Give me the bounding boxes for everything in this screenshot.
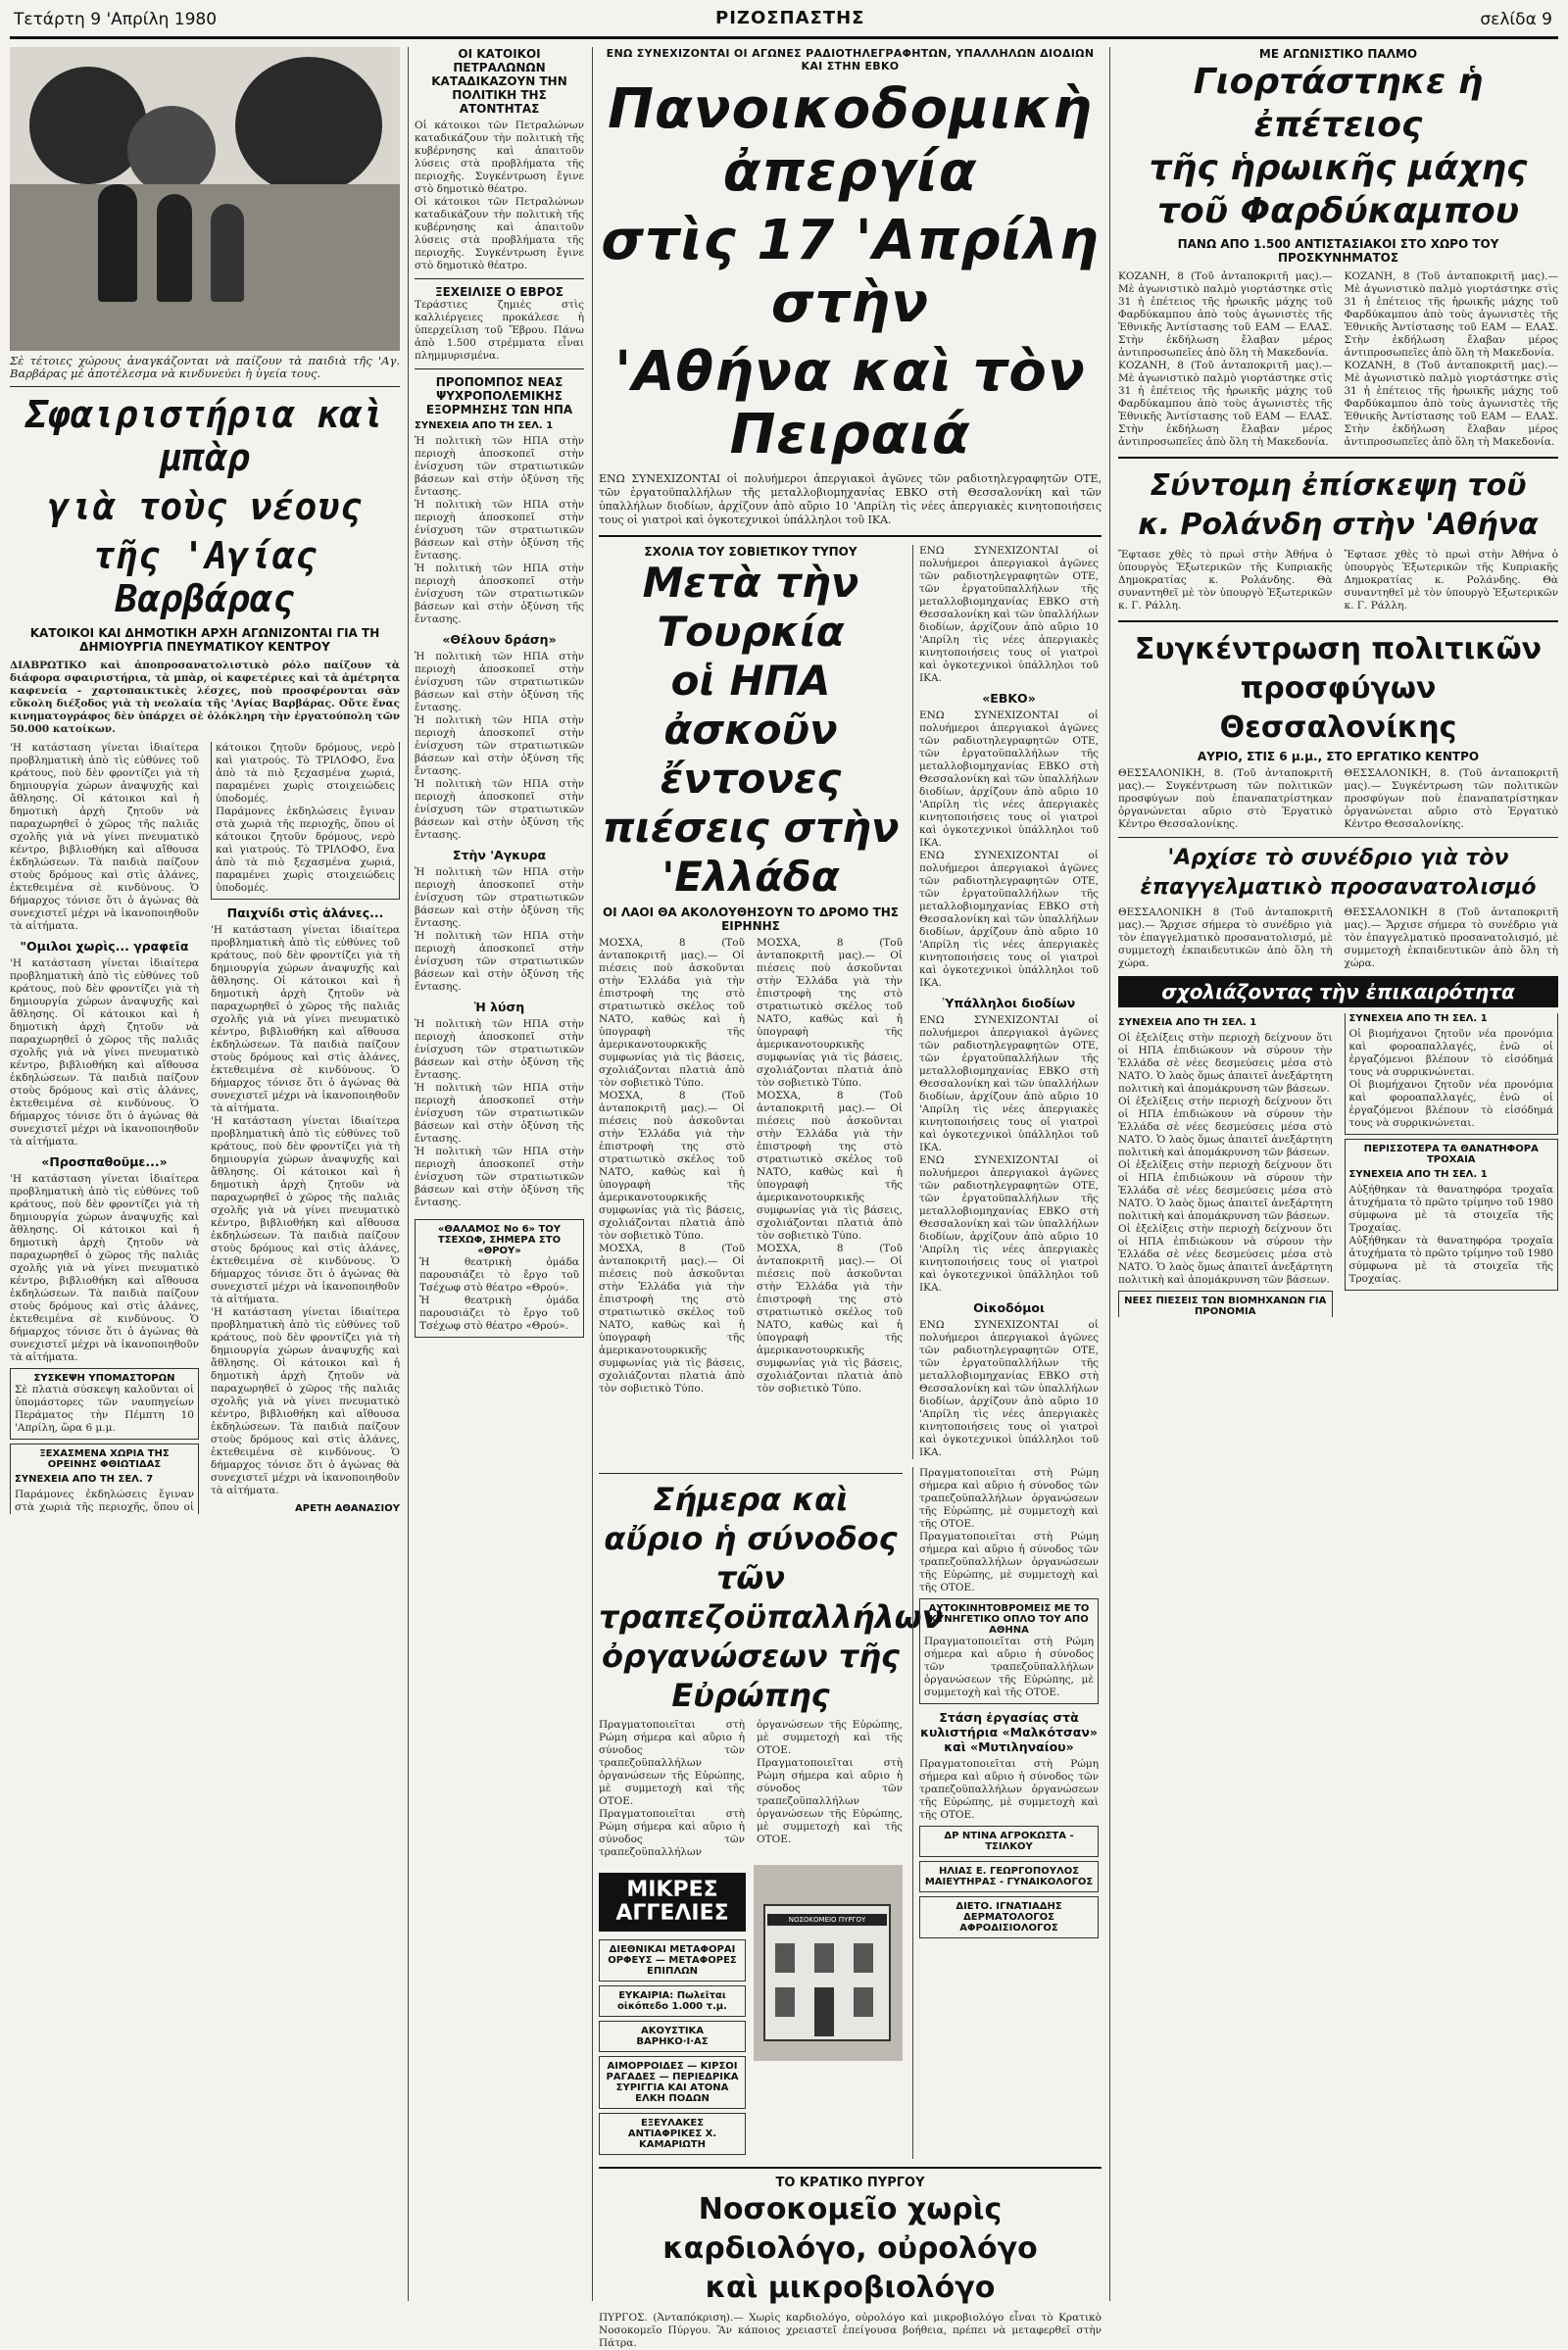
box-hunting-rifle [919,1598,1099,1704]
fardykampos-body-4: ΚΟΖΑΝΗ, 8 (Τοῦ ἀνταποκριτῆ μας).— Μὲ ἀγωνιστικὸ παλμὸ γιορτάστηκε στὶς 31 ἡ ἐπέτειος τῆς ἡρωικῆς μάχης τοῦ Φαρδύκαμπου ἀπὸ τοὺς ἀγωνιστὲς τῆς Ἐθνικῆς Ἀντίστασης τοῦ ΕΑΜ — ΕΛΑΣ. Στὴν ἐκδήλωση ἔλαβαν μέρος ἀντιπροσωπεῖες ἀπὸ ὅλη τὴ Μακεδονία. [1344,360,1558,448]
strike-headline-2: στὶς 17 'Απρίλη στὴν [601,209,1100,335]
usa-coldwar-text-3: Ἡ πολιτικὴ τῶν ΗΠΑ στὴν περιοχὴ ἀποσκοπεῖ στὴν ἐνίσχυση τῶν στρατιωτικῶν βάσεων καὶ στὴν ὀξύνση τῆς ἔντασης. [415,563,584,625]
ad-4-text: ΑΙΜΟΡΡΟΙΔΕΣ — ΚΙΡΣΟΙ ΡΑΓΑΔΕΣ — ΠΕΡΙΕΔΡΙΚΑ ΣΥΡΙΓΓΙΑ ΚΑΙ ΑΤΟΝΑ ΕΛΚΗ ΠΟΔΩΝ [606,2061,739,2104]
misc-text-2: Πραγματοποιεῖται στὴ Ρώμη σήμερα καὶ αὔριο ἡ σύνοδος τῶν τραπεζοϋπαλλήλων ὀργανώσεων τῆς Εὐρώπης, μὲ συμμετοχὴ καὶ τῆς ΟΤΟΕ. [919,1531,1099,1593]
fardykampos-subhead: ΠΑΝΩ ΑΠΟ 1.500 ΑΝΤΙΣΤΑΣΙΑΚΟΙ ΣΤΟ ΧΩΡΟ ΤΟΥ ΠΡΟΣΚΥΝΗΜΑΤΟΣ [1177,237,1499,265]
box-theatre-text-2: Ἡ θεατρικὴ ὁμάδα παρουσιάζει τὸ ἔργο τοῦ Τσέχωφ στὸ θέατρο «Θρού». [419,1295,579,1332]
sub-ankara: Στὴν 'Αγκυρα [452,848,547,862]
strike-cont-text-6: ΕΝΩ ΣΥΝΕΧΙΖΟΝΤΑΙ οἱ πολυήμεροι ἀπεργιακοὶ ἀγῶνες τῶν ραδιοτηλεγραφητῶν ΟΤΕ, τῶν ἐργατοϋπαλλήλων τῆς μεταλλοβιομηχανίας ΕΒΚΟ στὴ Θεσσαλονίκη καὶ τῶν ὑπαλλήλων διοδίων, ἀρχίζουν ἀπὸ αὔριο 10 'Απρίλη τὶς νέες ἀπεργιακὲς κινητοποιήσεις τους οἱ γιατροὶ καὶ ὀγκοτεχνικοὶ ὑπάλληλοι τοῦ ΙΚΑ. [919,1319,1099,1458]
box-industrialists-title: ΝΕΕΣ ΠΙΕΣΕΙΣ ΤΩΝ ΒΙΟΜΗΧΑΝΩΝ ΓΙΑ ΠΡΟΝΟΜΙΑ [1124,1296,1327,1317]
hospital-sign: ΝΟΣΟΚΟΜΕΙΟ ΠΥΡΓΟΥ [767,1914,887,1926]
body-text-6: 'Η κατάσταση γίνεται ἰδιαίτερα προβληματικὴ ἀπὸ τὶς εὐθύνες τοῦ κράτους, ποὺ δὲν φροντίζει γιὰ τὴ δημιουργία χώρων ἀναψυχῆς καὶ ἄθλησης. Οἱ κάτοικοι καὶ ἡ δημοτικὴ ἀρχὴ ζητοῦν νὰ παραχωρηθεῖ ὁ χῶρος τῆς παλιᾶς σχολῆς γιὰ νὰ γίνει πνευματικὸ κέντρο, βιβλιοθήκη καὶ αἴθουσα ἐκδηλώσεων. Τὰ παιδιὰ παίζουν στοὺς δρόμους καὶ στὶς ἀλάνες, ἐκτεθειμένα σὲ κινδύνους. Ὁ δήμαρχος τόνισε ὅτι ὁ ἀγώνας θὰ συνεχιστεῖ μέχρι νὰ ἱκανοποιηθοῦν τὰ αἰτήματα. [211,1306,400,1496]
ad-3-text: ΑΚΟΥΣΤΙΚΑ ΒΑΡΗΚΟ·Ι·ΑΣ [636,2026,709,2047]
bank-headline-3: ὀργανώσεων τῆς Εὐρώπης [602,1638,900,1714]
ad-3 [599,2021,746,2052]
column-saint-barbara [10,47,400,2301]
page-number: σελίδα 9 [1480,10,1552,29]
newspaper-name: ΡΙΖΟΣΠΑΣΤΗΣ [715,8,865,28]
strike-cont-text-4: ΕΝΩ ΣΥΝΕΧΙΖΟΝΤΑΙ οἱ πολυήμεροι ἀπεργιακοὶ ἀγῶνες τῶν ραδιοτηλεγραφητῶν ΟΤΕ, τῶν ἐργατοϋπαλλήλων τῆς μεταλλοβιομηχανίας ΕΒΚΟ στὴ Θεσσαλονίκη καὶ τῶν ὑπαλλήλων διοδίων, ἀρχίζουν ἀπὸ αὔριο 10 'Απρίλη τὶς νέες ἀπεργιακὲς κινητοποιήσεις τους οἱ γιατροὶ καὶ ὀγκοτεχνικοὶ ὑπάλληλοι τοῦ ΙΚΑ. [919,1014,1099,1153]
classified-ads-title: ΜΙΚΡΕΣ ΑΓΓΕΛΙΕΣ [599,1873,746,1932]
sub-ebko: «ΕΒΚΟ» [982,691,1036,706]
pressure-headline-1: Μετὰ τὴν Τουρκία [642,559,859,656]
lead-paragraph: ΔΙΑΒΡΩΤΙΚΟ καὶ ἀποπροσανατολιστικὸ ρόλο παίζουν τὰ διάφορα σφαιριστήρια, τὰ μπὰρ, οἱ καφετέριες καὶ τὰ ἀμέτρητα καφενεία - χαρτοπαικτικὲς λέσχες, ποὺ προσφέρονται σὰν εὔκολη διέξοδος γιὰ τὴ νεολαία τῆς 'Αγίας Βαρβάρας. Οὔτε ἕνας κινηματογράφος δὲν ὑπάρχει σὲ ὁλόκληρη τὴν ἐργατούπολη τῶν 50.000 κατοίκων. [10,660,400,735]
column-narrow [408,47,584,2301]
pressure-headline-2: οἱ ΗΠΑ ἀσκοῦν ἔντονες [660,657,842,803]
rolandis-headline-2: κ. Ρολάνδη στὴν 'Αθήνα [1138,508,1539,542]
pressure-body: ΜΟΣΧΑ, 8 (Τοῦ ἀνταποκριτῆ μας).— Οἱ πιέσεις ποὺ ἀσκοῦνται στὴν Ἑλλάδα γιὰ τὴν ἐπιστροφὴ της στὸ στρατιωτικὸ σκέλος τοῦ ΝΑΤΟ, καθὼς καὶ ἡ ὑπογραφὴ τῆς ἀμερικανοτουρκικῆς συμφωνίας γιὰ τὶς βάσεις, σχολιάζονται πλατιὰ ἀπὸ τὸν σοβιετικὸ Τύπο. [599,937,745,1089]
commentary-body: Οἱ ἐξελίξεις στὴν περιοχὴ δείχνουν ὅτι οἱ ΗΠΑ ἐπιδιώκουν νὰ σύρουν τὴν Ἑλλάδα σὲ νέες δεσμεύσεις μέσα στὸ ΝΑΤΟ. Ὁ λαὸς ὅμως ἀπαιτεῖ ἀνεξάρτητη πολιτικὴ καὶ ἀπομάκρυνση τῶν βάσεων. [1118,1032,1333,1095]
sub-trying: «Προσπαθοῦμε...» [41,1154,168,1169]
card-doctor-3-text: ΔΙΕΤΟ. ΙΓΝΑΤΙΑΔΗΣ ΔΕΡΜΑΤΟΛΟΓΟΣ ΑΦΡΟΔΙΣΙΟΛΟΓΟΣ [956,1901,1062,1934]
box-accidents-cont: ΣΥΝΕΧΕΙΑ ΑΠΟ ΤΗ ΣΕΛ. 1 [1348,1169,1488,1180]
card-doctor-3 [919,1896,1099,1938]
column-main [592,47,1102,2349]
soviet-press-block [599,545,903,1459]
pressure-subhead: ΟΙ ΛΑΟΙ ΘΑ ΑΚΟΛΟΥΘΗΣΟΥΝ ΤΟ ΔΡΟΜΟ ΤΗΣ ΕΙΡΗΝΗΣ [602,906,900,933]
box-villages-cont: ΣΥΝΕΧΕΙΑ ΑΠΟ ΤΗ ΣΕΛ. 7 [15,1474,154,1485]
usa-coldwar-text-4: Ἡ πολιτικὴ τῶν ΗΠΑ στὴν περιοχὴ ἀποσκοπεῖ στὴν ἐνίσχυση τῶν στρατιωτικῶν βάσεων καὶ στὴν ὀξύνση τῆς ἔντασης. [415,651,584,713]
ad-5-text: ΕΞΕΥΛΑΚΕΣ ΑΝΤΙΑΦΡΙΚΕΣ Χ. ΚΑΜΑΡΙΩΤΗ [627,2118,717,2150]
body-text: 'Η κατάσταση γίνεται ἰδιαίτερα προβληματικὴ ἀπὸ τὶς εὐθύνες τοῦ κράτους, ποὺ δὲν φροντίζει γιὰ τὴ δημιουργία χώρων ἀναψυχῆς καὶ ἄθλησης. Οἱ κάτοικοι καὶ ἡ δημοτικὴ ἀρχὴ ζητοῦν νὰ παραχωρηθεῖ ὁ χῶρος τῆς παλιᾶς σχολῆς γιὰ νὰ γίνει πνευματικὸ κέντρο, βιβλιοθήκη καὶ αἴθουσα ἐκδηλώσεων. Τὰ παιδιὰ παίζουν στοὺς δρόμους καὶ στὶς ἀλάνες, ἐκτεθειμένα σὲ κινδύνους. Ὁ δήμαρχος τόνισε ὅτι ὁ ἀγώνας θὰ συνεχιστεῖ μέχρι νὰ ἱκανοποιηθοῦν τὰ αἰτήματα. [10,742,199,932]
headline-line-3: τῆς 'Αγίας Βαρβάρας [92,534,318,620]
refugees-body: ΘΕΣΣΑΛΟΝΙΚΗ, 8. (Τοῦ ἀνταποκριτῆ μας).— Συγκέντρωση τῶν πολιτικῶν προσφύγων ποὺ ἐπαναπατρίστηκαν ὀργανώνεται αὔριο στὸ Ἐργατικὸ Κέντρο Θεσσαλονίκης. [1118,767,1333,830]
card-doctor-1-text: ΔΡ ΝΤΙΝΑ ΑΓΡΟΚΩΣΤΑ - ΤΣΙΛΚΟΥ [944,1831,1074,1852]
masthead [10,6,1558,39]
card-doctor-2 [919,1861,1099,1892]
hospital-headline-3: καὶ μικροβιολόγο [705,2271,996,2305]
usa-coldwar-title: ΠΡΟΠΟΜΠΟΣ ΝΕΑΣ ΨΥΧΡΟΠΟΛΕΜΙΚΗΣ ΕΞΟΡΜΗΣΗΣ ΤΩΝ ΗΠΑ [425,375,573,416]
commentary-body-2: Οἱ ἐξελίξεις στὴν περιοχὴ δείχνουν ὅτι οἱ ΗΠΑ ἐπιδιώκουν νὰ σύρουν τὴν Ἑλλάδα σὲ νέες δεσμεύσεις μέσα στὸ ΝΑΤΟ. Ὁ λαὸς ὅμως ἀπαιτεῖ ἀνεξάρτητη πολιτικὴ καὶ ἀπομάκρυνση τῶν βάσεων. [1118,1096,1333,1158]
sub-malkotsan: Στάση ἐργασίας στὰ κυλιστήρια «Μαλκότσαν» καὶ «Μυτιληναίου» [920,1710,1098,1754]
ad-2 [599,1985,746,2017]
petralona-text: Οἱ κάτοικοι τῶν Πετραλώνων καταδικάζουν τὴν πολιτικὴ τῆς κυβέρνησης καὶ ἀπαιτοῦν λύσεις στὰ προβλήματα τῆς περιοχῆς. Συγκέντρωση ἔγινε στὸ δημοτικὸ θέατρο. [415,120,584,195]
sub-builders: Οἰκοδόμοι [973,1300,1045,1315]
usa-coldwar-text-9: Ἡ πολιτικὴ τῶν ΗΠΑ στὴν περιοχὴ ἀποσκοπεῖ στὴν ἐνίσχυση τῶν στρατιωτικῶν βάσεων καὶ στὴν ὀξύνση τῆς ἔντασης. [415,1018,584,1081]
misc-news [912,1467,1099,2159]
strike-continuation [912,545,1099,1459]
usa-coldwar-text-11: Ἡ πολιτικὴ τῶν ΗΠΑ στὴν περιοχὴ ἀποσκοπεῖ στὴν ἐνίσχυση τῶν στρατιωτικῶν βάσεων καὶ στὴν ὀξύνση τῆς ἔντασης. [415,1146,584,1208]
usa-coldwar-text-8: Ἡ πολιτικὴ τῶν ΗΠΑ στὴν περιοχὴ ἀποσκοπεῖ στὴν ἐνίσχυση τῶν στρατιωτικῶν βάσεων καὶ στὴν ὀξύνση τῆς ἔντασης. [415,930,584,993]
ad-2-text: ΕΥΚΑΙΡΙΑ: Πωλεῖται οἰκόπεδο 1.000 τ.μ. [617,1990,727,2012]
strike-lead: ΕΝΩ ΣΥΝΕΧΙΖΟΝΤΑΙ οἱ πολυήμεροι ἀπεργιακοὶ ἀγῶνες τῶν ραδιοτηλεγραφητῶν ΟΤΕ, τῶν ἐργατοϋπαλλήλων τῆς μεταλλοβιομηχανίας ΕΒΚΟ στὴ Θεσσαλονίκη καὶ τῶν ὑπαλλήλων διοδίων, ἀρχίζουν ἀπὸ αὔριο 10 'Απρίλη τὶς νέες ἀπεργιακὲς κινητοποιήσεις τους οἱ γιατροὶ καὶ ὀγκοτεχνικοὶ ὑπάλληλοι τοῦ ΙΚΑ. [599,472,1102,526]
ad-4 [599,2056,746,2109]
conference-headline-1: 'Αρχίσε τὸ συνέδριο γιὰ τὸν [1167,846,1509,870]
usa-coldwar-text: Ἡ πολιτικὴ τῶν ΗΠΑ στὴν περιοχὴ ἀποσκοπεῖ στὴν ἐνίσχυση τῶν στρατιωτικῶν βάσεων καὶ στὴν ὀξύνση τῆς ἔντασης. [415,435,584,498]
strike-cont-text-5: ΕΝΩ ΣΥΝΕΧΙΖΟΝΤΑΙ οἱ πολυήμεροι ἀπεργιακοὶ ἀγῶνες τῶν ραδιοτηλεγραφητῶν ΟΤΕ, τῶν ἐργατοϋπαλλήλων τῆς μεταλλοβιομηχανίας ΕΒΚΟ στὴ Θεσσαλονίκη καὶ τῶν ὑπαλλήλων διοδίων, ἀρχίζουν ἀπὸ αὔριο 10 'Απρίλη τὶς νέες ἀπεργιακὲς κινητοποιήσεις τους οἱ γιατροὶ καὶ ὀγκοτεχνικοὶ ὑπάλληλοι τοῦ ΙΚΑ. [919,1154,1099,1294]
rolandis-body: Ἔφτασε χθὲς τὸ πρωὶ στὴν Ἀθήνα ὁ ὑπουργὸς Ἐξωτερικῶν τῆς Κυπριακῆς Δημοκρατίας κ. Ρολάνδης. Θὰ συναντηθεῖ μὲ τὸν ὑπουργὸ Ἐξωτερικῶν κ. Γ. Ράλλη. [1118,549,1333,612]
fardykampos-body-3: ΚΟΖΑΝΗ, 8 (Τοῦ ἀνταποκριτῆ μας).— Μὲ ἀγωνιστικὸ παλμὸ γιορτάστηκε στὶς 31 ἡ ἐπέτειος τῆς ἡρωικῆς μάχης τοῦ Φαρδύκαμπου ἀπὸ τοὺς ἀγωνιστὲς τῆς Ἐθνικῆς Ἀντίστασης τοῦ ΕΑΜ — ΕΛΑΣ. Στὴν ἐκδήλωση ἔλαβαν μέρος ἀντιπροσωπεῖες ἀπὸ ὅλη τὴ Μακεδονία. [1344,270,1558,359]
conference-body: ΘΕΣΣΑΛΟΝΙΚΗ 8 (Τοῦ ἀνταποκριτῆ μας).— Ἄρχισε σήμερα τὸ συνέδριο γιὰ τὸν ἐπαγγελματικὸ προσανατολισμό, μὲ συμμετοχὴ ἐκπαιδευτικῶν ἀπὸ ὅλη τὴ χώρα. [1118,906,1333,969]
strike-cont-text: ΕΝΩ ΣΥΝΕΧΙΖΟΝΤΑΙ οἱ πολυήμεροι ἀπεργιακοὶ ἀγῶνες τῶν ραδιοτηλεγραφητῶν ΟΤΕ, τῶν ἐργατοϋπαλλήλων τῆς μεταλλοβιομηχανίας ΕΒΚΟ στὴ Θεσσαλονίκη καὶ τῶν ὑπαλλήλων διοδίων, ἀρχίζουν ἀπὸ αὔριο 10 'Απρίλη τὶς νέες ἀπεργιακὲς κινητοποιήσεις τους οἱ γιατροὶ καὶ ὀγκοτεχνικοὶ ὑπάλληλοι τοῦ ΙΚΑ. [919,545,1099,684]
usa-coldwar-cont: ΣΥΝΕΧΕΙΑ ΑΠΟ ΤΗ ΣΕΛ. 1 [415,420,554,431]
commentary-banner: σχολιάζοντας τὴν ἐπικαιρότητα [1118,976,1558,1007]
hospital-kicker: ΤΟ ΚΡΑΤΙΚΟ ΠΥΡΓΟΥ [775,2176,925,2190]
ad-5 [599,2113,746,2155]
box-accidents-text: Αὐξήθηκαν τὰ θανατηφόρα τροχαῖα ἀτυχήματα τὸ πρῶτο τρίμηνο τοῦ 1980 σύμφωνα μὲ τὰ στοιχεῖα τῆς Τροχαίας. [1348,1184,1553,1234]
sub-toll-employees: Ὑπάλληλοι διοδίων [942,996,1076,1010]
box-industrialists-cont: ΣΥΝΕΧΕΙΑ ΑΠΟ ΤΗ ΣΕΛ. 1 [1348,1013,1488,1024]
bank-body: Πραγματοποιεῖται στὴ Ρώμη σήμερα καὶ αὔριο ἡ σύνοδος τῶν τραπεζοϋπαλλήλων ὀργανώσεων τῆς Εὐρώπης, μὲ συμμετοχὴ καὶ τῆς ΟΤΟΕ. [599,1719,745,1807]
refugees-subhead: ΑΥΡΙΟ, ΣΤΙΣ 6 μ.μ., ΣΤΟ ΕΡΓΑΤΙΚΟ ΚΕΝΤΡΟ [1197,750,1480,763]
hospital-headline-1: Νοσοκομεῖο χωρὶς [698,2192,1003,2227]
issue-date: Τετάρτη 9 'Απρίλη 1980 [14,10,218,29]
refugees-headline-2: προσφύγων Θεσσαλονίκης [1219,671,1457,745]
hospital-photo-column [754,1865,903,2159]
headline-line-2: γιὰ τοὺς νέους [47,485,363,528]
pressure-headline-3: πιέσεις στὴν 'Ελλάδα [602,804,900,901]
hospital-photo [754,1865,903,2061]
usa-coldwar-text-6: Ἡ πολιτικὴ τῶν ΗΠΑ στὴν περιοχὴ ἀποσκοπεῖ στὴν ἐνίσχυση τῶν στρατιωτικῶν βάσεων καὶ στὴν ὀξύνση τῆς ἔντασης. [415,778,584,841]
usa-coldwar-text-5: Ἡ πολιτικὴ τῶν ΗΠΑ στὴν περιοχὴ ἀποσκοπεῖ στὴν ἐνίσχυση τῶν στρατιωτικῶν βάσεων καὶ στὴν ὀξύνση τῆς ἔντασης. [415,714,584,777]
box-meeting-title: ΣΥΣΚΕΨΗ ΥΠΟΜΑΣΤΟΡΩΝ [33,1373,175,1384]
box-hunting-title: ΑΥΤΟΚΙΝΗΤΟΒΡΟΜΕΙΣ ΜΕ ΤΟ ΚΥΝΗΓΕΤΙΚΟ ΟΠΛΟ ΤΟΥ ΑΠΟ ΑΘΗΝΑ [928,1603,1090,1636]
box-accidents [1345,1139,1559,1291]
evros-text: Τεράστιες ζημιὲς στὶς καλλιέργειες προκάλεσε ἡ ὑπερχείλιση τοῦ Ἔβρου. Πάνω ἀπὸ 1.500 στρέμματα εἶναι πλημμυρισμένα. [415,299,584,362]
subhead: ΚΑΤΟΙΚΟΙ ΚΑΙ ΔΗΜΟΤΙΚΗ ΑΡΧΗ ΑΓΩΝΙΖΟΝΤΑΙ ΓΙΑ ΤΗ ΔΗΜΙΟΥΡΓΙΑ ΠΝΕΥΜΑΤΙΚΟΥ ΚΕΝΤΡΟΥ [29,626,380,654]
box-villages-title: ΞΕΧΑΣΜΕΝΑ ΧΩΡΙΑ ΤΗΣ ΟΡΕΙΝΗΣ ΦΘΙΩΤΙΔΑΣ [39,1448,170,1470]
box-theatre-text: Ἡ θεατρικὴ ὁμάδα παρουσιάζει τὸ ἔργο τοῦ Τσέχωφ στὸ θέατρο «Θρού». [419,1256,579,1294]
pressure-body-5: ΜΟΣΧΑ, 8 (Τοῦ ἀνταποκριτῆ μας).— Οἱ πιέσεις ποὺ ἀσκοῦνται στὴν Ἑλλάδα γιὰ τὴν ἐπιστροφὴ της στὸ στρατιωτικὸ σκέλος τοῦ ΝΑΤΟ, καθὼς καὶ ἡ ὑπογραφὴ τῆς ἀμερικανοτουρκικῆς συμφωνίας γιὰ τὶς βάσεις, σχολιάζονται πλατιὰ ἀπὸ τὸν σοβιετικὸ Τύπο. [757,1090,903,1242]
commentary-body-3: Οἱ ἐξελίξεις στὴν περιοχὴ δείχνουν ὅτι οἱ ΗΠΑ ἐπιδιώκουν νὰ σύρουν τὴν Ἑλλάδα σὲ νέες δεσμεύσεις μέσα στὸ ΝΑΤΟ. Ὁ λαὸς ὅμως ἀπαιτεῖ ἀνεξάρτητη πολιτικὴ καὶ ἀπομάκρυνση τῶν βάσεων. [1118,1159,1333,1222]
petralona-text-2: Οἱ κάτοικοι τῶν Πετραλώνων καταδικάζουν τὴν πολιτικὴ τῆς κυβέρνησης καὶ ἀπαιτοῦν λύσεις στὰ προβλήματα τῆς περιοχῆς. Συγκέντρωση ἔγινε στὸ δημοτικὸ θέατρο. [415,196,584,271]
strike-cont-text-2: ΕΝΩ ΣΥΝΕΧΙΖΟΝΤΑΙ οἱ πολυήμεροι ἀπεργιακοὶ ἀγῶνες τῶν ραδιοτηλεγραφητῶν ΟΤΕ, τῶν ἐργατοϋπαλλήλων τῆς μεταλλοβιομηχανίας ΕΒΚΟ στὴ Θεσσαλονίκη καὶ τῶν ὑπαλλήλων διοδίων, ἀρχίζουν ἀπὸ αὔριο 10 'Απρίλη τὶς νέες ἀπεργιακὲς κινητοποιήσεις τους οἱ γιατροὶ καὶ ὀγκοτεχνικοὶ ὑπάλληλοι τοῦ ΙΚΑ. [919,710,1099,849]
fardykampos-headline-2: τῆς ἡρωικῆς μάχης [1149,148,1528,188]
usa-coldwar-text-2: Ἡ πολιτικὴ τῶν ΗΠΑ στὴν περιοχὴ ἀποσκοπεῖ στὴν ἐνίσχυση τῶν στρατιωτικῶν βάσεων καὶ στὴν ὀξύνση τῆς ἔντασης. [415,499,584,562]
sub-clubs: "Ομιλοι χωρὶς... γραφεῖα [20,939,189,954]
body-text-2: 'Η κατάσταση γίνεται ἰδιαίτερα προβληματικὴ ἀπὸ τὶς εὐθύνες τοῦ κράτους, ποὺ δὲν φροντίζει γιὰ τὴ δημιουργία χώρων ἀναψυχῆς καὶ ἄθλησης. Οἱ κάτοικοι καὶ ἡ δημοτικὴ ἀρχὴ ζητοῦν νὰ παραχωρηθεῖ ὁ χῶρος τῆς παλιᾶς σχολῆς γιὰ νὰ γίνει πνευματικὸ κέντρο, βιβλιοθήκη καὶ αἴθουσα ἐκδηλώσεων. Τὰ παιδιὰ παίζουν στοὺς δρόμους καὶ στὶς ἀλάνες, ἐκτεθειμένα σὲ κινδύνους. Ὁ δήμαρχος τόνισε ὅτι ὁ ἀγώνας θὰ συνεχιστεῖ μέχρι νὰ ἱκανοποιηθοῦν τὰ αἰτήματα. [10,957,199,1148]
box-villages-text: Παράμονες ἐκδηλώσεις ἔγιναν στὰ χωριὰ τῆς περιοχῆς, ὅπου οἱ κάτοικοι ζητοῦν δρόμους, νερὸ καὶ γιατρούς. Τὸ ΤΡΙΛΟΦΟ, ἕνα ἀπὸ τὰ πιὸ ξεχασμένα χωριά, παραμένει χωρὶς στοιχειώδεις ὑποδομές. [15,742,395,1513]
body-text-3: 'Η κατάσταση γίνεται ἰδιαίτερα προβληματικὴ ἀπὸ τὶς εὐθύνες τοῦ κράτους, ποὺ δὲν φροντίζει γιὰ τὴ δημιουργία χώρων ἀναψυχῆς καὶ ἄθλησης. Οἱ κάτοικοι καὶ ἡ δημοτικὴ ἀρχὴ ζητοῦν νὰ παραχωρηθεῖ ὁ χῶρος τῆς παλιᾶς σχολῆς γιὰ νὰ γίνει πνευματικὸ κέντρο, βιβλιοθήκη καὶ αἴθουσα ἐκδηλώσεων. Τὰ παιδιὰ παίζουν στοὺς δρόμους καὶ στὶς ἀλάνες, ἐκτεθειμένα σὲ κινδύνους. Ὁ δήμαρχος τόνισε ὅτι ὁ ἀγώνας θὰ συνεχιστεῖ μέχρι νὰ ἱκανοποιηθοῦν τὰ αἰτήματα. [10,1173,199,1363]
commentary-cont: ΣΥΝΕΧΕΙΑ ΑΠΟ ΤΗ ΣΕΛ. 1 [1118,1017,1257,1028]
refugees-headline-1: Συγκέντρωση πολιτικῶν [1134,632,1543,666]
classified-ads [599,1865,746,2159]
conference-headline-2: ἐπαγγελματικὸ προσανατολισμό [1140,875,1537,900]
rolandis-headline-1: Σύντομη ἐπίσκεψη τοῦ [1150,468,1527,503]
fardykampos-headline-1: Γιορτάστηκε ἡ ἐπέτειος [1193,62,1484,145]
box-industrialists-text: Οἱ βιομήχανοι ζητοῦν νέα προνόμια καὶ φοροαπαλλαγές, ἐνῶ οἱ ἐργαζόμενοι βλέπουν τὸ εἰσόδημά τους νὰ συρρικνώνεται. [1348,1028,1553,1078]
conference-body-2: ΘΕΣΣΑΛΟΝΙΚΗ 8 (Τοῦ ἀνταποκριτῆ μας).— Ἄρχισε σήμερα τὸ συνέδριο γιὰ τὸν ἐπαγγελματικὸ προσανατολισμό, μὲ συμμετοχὴ ἐκπαιδευτικῶν ἀπὸ ὅλη τὴ χώρα. [1344,906,1558,969]
strike-headline-3: 'Αθήνα καὶ τὸν Πειραιά [614,340,1086,466]
hospital-body: ΠΥΡΓΟΣ. (Ἀνταπόκριση).— Χωρὶς καρδιολόγο, οὐρολόγο καὶ μικροβιολόγο εἶναι τὸ Κρατικὸ Νοσοκομεῖο Πύργου. Ἂν κάποιος χρειαστεῖ ἐπείγουσα βοήθεια, πρέπει νὰ μεταφερθεῖ στὴν Πάτρα. [599,2312,1102,2349]
fardykampos-kicker: ΜΕ ΑΓΩΝΙΣΤΙΚΟ ΠΑΛΜΟ [1258,47,1418,61]
box-industrialists-text-2: Οἱ βιομήχανοι ζητοῦν νέα προνόμια καὶ φοροαπαλλαγές, ἐνῶ οἱ ἐργαζόμενοι βλέπουν τὸ εἰσόδημά τους νὰ συρρικνώνεται. [1348,1079,1553,1129]
soviet-press-label: ΣΧΟΛΙΑ ΤΟΥ ΣΟΒΙΕΤΙΚΟΥ ΤΥΠΟΥ [644,545,858,559]
body-two-columns [10,742,400,1514]
rolandis-body-2: Ἔφτασε χθὲς τὸ πρωὶ στὴν Ἀθήνα ὁ ὑπουργὸς Ἐξωτερικῶν τῆς Κυπριακῆς Δημοκρατίας κ. Ρολάνδης. Θὰ συναντηθεῖ μὲ τὸν ὑπουργὸ Ἐξωτερικῶν κ. Γ. Ράλλη. [1344,549,1558,612]
sub-want-action: «Θέλουν δράση» [442,632,557,647]
sub-solution: Ἡ λύση [473,1000,525,1014]
bank-union-block [599,1467,944,2159]
pressure-body-2: ΜΟΣΧΑ, 8 (Τοῦ ἀνταποκριτῆ μας).— Οἱ πιέσεις ποὺ ἀσκοῦνται στὴν Ἑλλάδα γιὰ τὴν ἐπιστροφὴ της στὸ στρατιωτικὸ σκέλος τοῦ ΝΑΤΟ, καθὼς καὶ ἡ ὑπογραφὴ τῆς ἀμερικανοτουρκικῆς συμφωνίας γιὰ τὶς βάσεις, σχολιάζονται πλατιὰ ἀπὸ τὸν σοβιετικὸ Τύπο. [599,1090,745,1242]
box-meeting [10,1368,199,1440]
photo-caption: Σὲ τέτοιες χώρους ἀναγκάζονται νὰ παίζουν τὰ παιδιὰ τῆς 'Αγ. Βαρβάρας μὲ ἀποτέλεσμα νὰ κινδυνεύει ἡ ὑγεία τους. [10,354,400,380]
bank-body-3: Πραγματοποιεῖται στὴ Ρώμη σήμερα καὶ αὔριο ἡ σύνοδος τῶν τραπεζοϋπαλλήλων ὀργανώσεων τῆς Εὐρώπης, μὲ συμμετοχὴ καὶ τῆς ΟΤΟΕ. [757,1757,903,1845]
ad-1-text: ΔΙΕΘΝΙΚΑΙ ΜΕΤΑΦΟΡΑΙ ΟΡΦΕΥΣ — ΜΕΤΑΦΟΡΕΣ ΕΠΙΠΛΩΝ [608,1944,737,1977]
pressure-body-6: ΜΟΣΧΑ, 8 (Τοῦ ἀνταποκριτῆ μας).— Οἱ πιέσεις ποὺ ἀσκοῦνται στὴν Ἑλλάδα γιὰ τὴν ἐπιστροφὴ της στὸ στρατιωτικὸ σκέλος τοῦ ΝΑΤΟ, καθὼς καὶ ἡ ὑπογραφὴ τῆς ἀμερικανοτουρκικῆς συμφωνίας γιὰ τὶς βάσεις, σχολιάζονται πλατιὰ ἀπὸ τὸν σοβιετικὸ Τύπο. [757,1243,903,1395]
petralona-title: ΟΙ ΚΑΤΟΙΚΟΙ ΠΕΤΡΑΛΩΝΩΝ ΚΑΤΑΔΙΚΑΖΟΥΝ ΤΗΝ ΠΟΛΙΤΙΚΗ ΤΗΣ ΑΤΟΝΤΗΤΑΣ [431,47,567,116]
refugees-body-2: ΘΕΣΣΑΛΟΝΙΚΗ, 8. (Τοῦ ἀνταποκριτῆ μας).— Συγκέντρωση τῶν πολιτικῶν προσφύγων ποὺ ἐπαναπατρίστηκαν ὀργανώνεται αὔριο στὸ Ἐργατικὸ Κέντρο Θεσσαλονίκης. [1344,767,1558,830]
box-accidents-text-2: Αὐξήθηκαν τὰ θανατηφόρα τροχαῖα ἀτυχήματα τὸ πρῶτο τρίμηνο τοῦ 1980 σύμφωνα μὲ τὰ στοιχεῖα τῆς Τροχαίας. [1348,1235,1553,1285]
box-theatre-title: «ΘΑΛΑΜΟΣ Νο 6» ΤΟΥ ΤΣΕΧΩΦ, ΣΗΜΕΡΑ ΣΤΟ «ΘΡΟΥ» [437,1224,562,1256]
usa-coldwar-text-7: Ἡ πολιτικὴ τῶν ΗΠΑ στὴν περιοχὴ ἀποσκοπεῖ στὴν ἐνίσχυση τῶν στρατιωτικῶν βάσεων καὶ στὴν ὀξύνση τῆς ἔντασης. [415,866,584,929]
card-doctor-1 [919,1826,1099,1857]
column-right [1109,47,1558,2301]
hospital-headline-2: καρδιολόγο, οὐρολόγο [662,2231,1038,2266]
signature: ΑΡΕΤΗ ΑΘΑΝΑΣΙΟΥ [295,1503,400,1514]
fardykampos-headline-3: τοῦ Φαρδύκαμπου [1156,191,1520,231]
box-theatre [415,1219,584,1338]
misc-text-3: Πραγματοποιεῖται στὴ Ρώμη σήμερα καὶ αὔριο ἡ σύνοδος τῶν τραπεζοϋπαλλήλων ὀργανώσεων τῆς Εὐρώπης, μὲ συμμετοχὴ καὶ τῆς ΟΤΟΕ. [919,1758,1099,1821]
commentary-body-4: Οἱ ἐξελίξεις στὴν περιοχὴ δείχνουν ὅτι οἱ ΗΠΑ ἐπιδιώκουν νὰ σύρουν τὴν Ἑλλάδα σὲ νέες δεσμεύσεις μέσα στὸ ΝΑΤΟ. Ὁ λαὸς ὅμως ἀπαιτεῖ ἀνεξάρτητη πολιτικὴ καὶ ἀπομάκρυνση τῶν βάσεων. [1118,1223,1333,1286]
box-accidents-title: ΠΕΡΙΣΣΟΤΕΡΑ ΤΑ ΘΑΝΑΤΗΦΟΡΑ ΤΡΟΧΑΙΑ [1363,1144,1539,1165]
box-hunting-text: Πραγματοποιεῖται στὴ Ρώμη σήμερα καὶ αὔριο ἡ σύνοδος τῶν τραπεζοϋπαλλήλων ὀργανώσεων τῆς Εὐρώπης, μὲ συμμετοχὴ καὶ τῆς ΟΤΟΕ. [924,1636,1094,1698]
bank-body-2: Πραγματοποιεῖται στὴ Ρώμη σήμερα καὶ αὔριο ἡ σύνοδος τῶν τραπεζοϋπαλλήλων ὀργανώσεων τῆς Εὐρώπης, μὲ συμμετοχὴ καὶ τῆς ΟΤΟΕ. [599,1719,903,1858]
body-text-5: 'Η κατάσταση γίνεται ἰδιαίτερα προβληματικὴ ἀπὸ τὶς εὐθύνες τοῦ κράτους, ποὺ δὲν φροντίζει γιὰ τὴ δημιουργία χώρων ἀναψυχῆς καὶ ἄθλησης. Οἱ κάτοικοι καὶ ἡ δημοτικὴ ἀρχὴ ζητοῦν νὰ παραχωρηθεῖ ὁ χῶρος τῆς παλιᾶς σχολῆς γιὰ νὰ γίνει πνευματικὸ κέντρο, βιβλιοθήκη καὶ αἴθουσα ἐκδηλώσεων. Τὰ παιδιὰ παίζουν στοὺς δρόμους καὶ στὶς ἀλάνες, ἐκτεθειμένα σὲ κινδύνους. Ὁ δήμαρχος τόνισε ὅτι ὁ ἀγώνας θὰ συνεχιστεῖ μέχρι νὰ ἱκανοποιηθοῦν τὰ αἰτήματα. [211,1115,400,1305]
misc-text: Πραγματοποιεῖται στὴ Ρώμη σήμερα καὶ αὔριο ἡ σύνοδος τῶν τραπεζοϋπαλλήλων ὀργανώσεων τῆς Εὐρώπης, μὲ συμμετοχὴ καὶ τῆς ΟΤΟΕ. [919,1467,1099,1530]
bank-headline-2: τῶν τραπεζοϋπαλλήλων [599,1559,944,1636]
strike-headline-1: Πανοικοδομικὴ ἀπεργία [608,77,1093,204]
box-meeting-text: Σὲ πλατιὰ σύσκεψη καλοῦνται οἱ ὑπομάστορες τῶν ναυπηγείων Περάματος τὴν Πέμπτη 10 'Απρίλη, ὥρα 6 μ.μ. [15,1384,194,1434]
pressure-body-4: ΜΟΣΧΑ, 8 (Τοῦ ἀνταποκριτῆ μας).— Οἱ πιέσεις ποὺ ἀσκοῦνται στὴν Ἑλλάδα γιὰ τὴν ἐπιστροφὴ της στὸ στρατιωτικὸ σκέλος τοῦ ΝΑΤΟ, καθὼς καὶ ἡ ὑπογραφὴ τῆς ἀμερικανοτουρκικῆς συμφωνίας γιὰ τὶς βάσεις, σχολιάζονται πλατιὰ ἀπὸ τὸν σοβιετικὸ Τύπο. [757,937,903,1089]
children-playground-photo [10,47,400,351]
headline-line-1: Σφαιριστήρια καὶ μπὰρ [24,393,385,479]
evros-title: ΞΕΧΕΙΛΙΣΕ Ο ΕΒΡΟΣ [435,285,564,299]
body-text-4: 'Η κατάσταση γίνεται ἰδιαίτερα προβληματικὴ ἀπὸ τὶς εὐθύνες τοῦ κράτους, ποὺ δὲν φροντίζει γιὰ τὴ δημιουργία χώρων ἀναψυχῆς καὶ ἄθλησης. Οἱ κάτοικοι καὶ ἡ δημοτικὴ ἀρχὴ ζητοῦν νὰ παραχωρηθεῖ ὁ χῶρος τῆς παλιᾶς σχολῆς γιὰ νὰ γίνει πνευματικὸ κέντρο, βιβλιοθήκη καὶ αἴθουσα ἐκδηλώσεων. Τὰ παιδιὰ παίζουν στοὺς δρόμους καὶ στὶς ἀλάνες, ἐκτεθειμένα σὲ κινδύνους. Ὁ δήμαρχος τόνισε ὅτι ὁ ἀγώνας θὰ συνεχιστεῖ μέχρι νὰ ἱκανοποιηθοῦν τὰ αἰτήματα. [211,924,400,1114]
strike-kicker: ΕΝΩ ΣΥΝΕΧΙΖΟΝΤΑΙ ΟΙ ΑΓΩΝΕΣ ΡΑΔΙΟΤΗΛΕΓΡΑΦΗΤΩΝ, ΥΠΑΛΛΗΛΩΝ ΔΙΟΔΙΩΝ ΚΑΙ ΣΤΗΝ ΕΒΚΟ [606,47,1095,73]
bank-headline-1: Σήμερα καὶ αὔριο ἡ σύνοδος [604,1481,898,1557]
strike-cont-text-3: ΕΝΩ ΣΥΝΕΧΙΖΟΝΤΑΙ οἱ πολυήμεροι ἀπεργιακοὶ ἀγῶνες τῶν ραδιοτηλεγραφητῶν ΟΤΕ, τῶν ἐργατοϋπαλλήλων τῆς μεταλλοβιομηχανίας ΕΒΚΟ στὴ Θεσσαλονίκη καὶ τῶν ὑπαλλήλων διοδίων, ἀρχίζουν ἀπὸ αὔριο 10 'Απρίλη τὶς νέες ἀπεργιακὲς κινητοποιήσεις τους οἱ γιατροὶ καὶ ὀγκοτεχνικοὶ ὑπάλληλοι τοῦ ΙΚΑ. [919,850,1099,989]
box-villages-text-2: Παράμονες ἐκδηλώσεις ἔγιναν στὰ χωριὰ τῆς περιοχῆς, ὅπου οἱ κάτοικοι ζητοῦν δρόμους, νερὸ καὶ γιατρούς. Τὸ ΤΡΙΛΟΦΟ, ἕνα ἀπὸ τὰ πιὸ ξεχασμένα χωριά, παραμένει χωρὶς στοιχειώδεις ὑποδομές. [216,806,395,894]
fardykampos-body: ΚΟΖΑΝΗ, 8 (Τοῦ ἀνταποκριτῆ μας).— Μὲ ἀγωνιστικὸ παλμὸ γιορτάστηκε στὶς 31 ἡ ἐπέτειος τῆς ἡρωικῆς μάχης τοῦ Φαρδύκαμπου ἀπὸ τοὺς ἀγωνιστὲς τῆς Ἐθνικῆς Ἀντίστασης τοῦ ΕΑΜ — ΕΛΑΣ. Στὴν ἐκδήλωση ἔλαβαν μέρος ἀντιπροσωπεῖες ἀπὸ ὅλη τὴ Μακεδονία. [1118,270,1333,359]
ad-1 [599,1939,746,1982]
usa-coldwar-text-10: Ἡ πολιτικὴ τῶν ΗΠΑ στὴν περιοχὴ ἀποσκοπεῖ στὴν ἐνίσχυση τῶν στρατιωτικῶν βάσεων καὶ στὴν ὀξύνση τῆς ἔντασης. [415,1082,584,1145]
sub-games: Παιχνίδι στὶς ἀλάνες... [226,906,384,920]
card-doctor-2-text: ΗΛΙΑΣ Ε. ΓΕΩΡΓΟΠΟΥΛΟΣ ΜΑΙΕΥΤΗΡΑΣ - ΓΥΝΑΙΚΟΛΟΓΟΣ [924,1866,1094,1887]
fardykampos-body-2: ΚΟΖΑΝΗ, 8 (Τοῦ ἀνταποκριτῆ μας).— Μὲ ἀγωνιστικὸ παλμὸ γιορτάστηκε στὶς 31 ἡ ἐπέτειος τῆς ἡρωικῆς μάχης τοῦ Φαρδύκαμπου ἀπὸ τοὺς ἀγωνιστὲς τῆς Ἐθνικῆς Ἀντίστασης τοῦ ΕΑΜ — ΕΛΑΣ. Στὴν ἐκδήλωση ἔλαβαν μέρος ἀντιπροσωπεῖες ἀπὸ ὅλη τὴ Μακεδονία. [1118,360,1333,448]
pressure-body-3: ΜΟΣΧΑ, 8 (Τοῦ ἀνταποκριτῆ μας).— Οἱ πιέσεις ποὺ ἀσκοῦνται στὴν Ἑλλάδα γιὰ τὴν ἐπιστροφὴ της στὸ στρατιωτικὸ σκέλος τοῦ ΝΑΤΟ, καθὼς καὶ ἡ ὑπογραφὴ τῆς ἀμερικανοτουρκικῆς συμφωνίας γιὰ τὶς βάσεις, σχολιάζονται πλατιὰ ἀπὸ τὸν σοβιετικὸ Τύπο. [599,1243,745,1395]
